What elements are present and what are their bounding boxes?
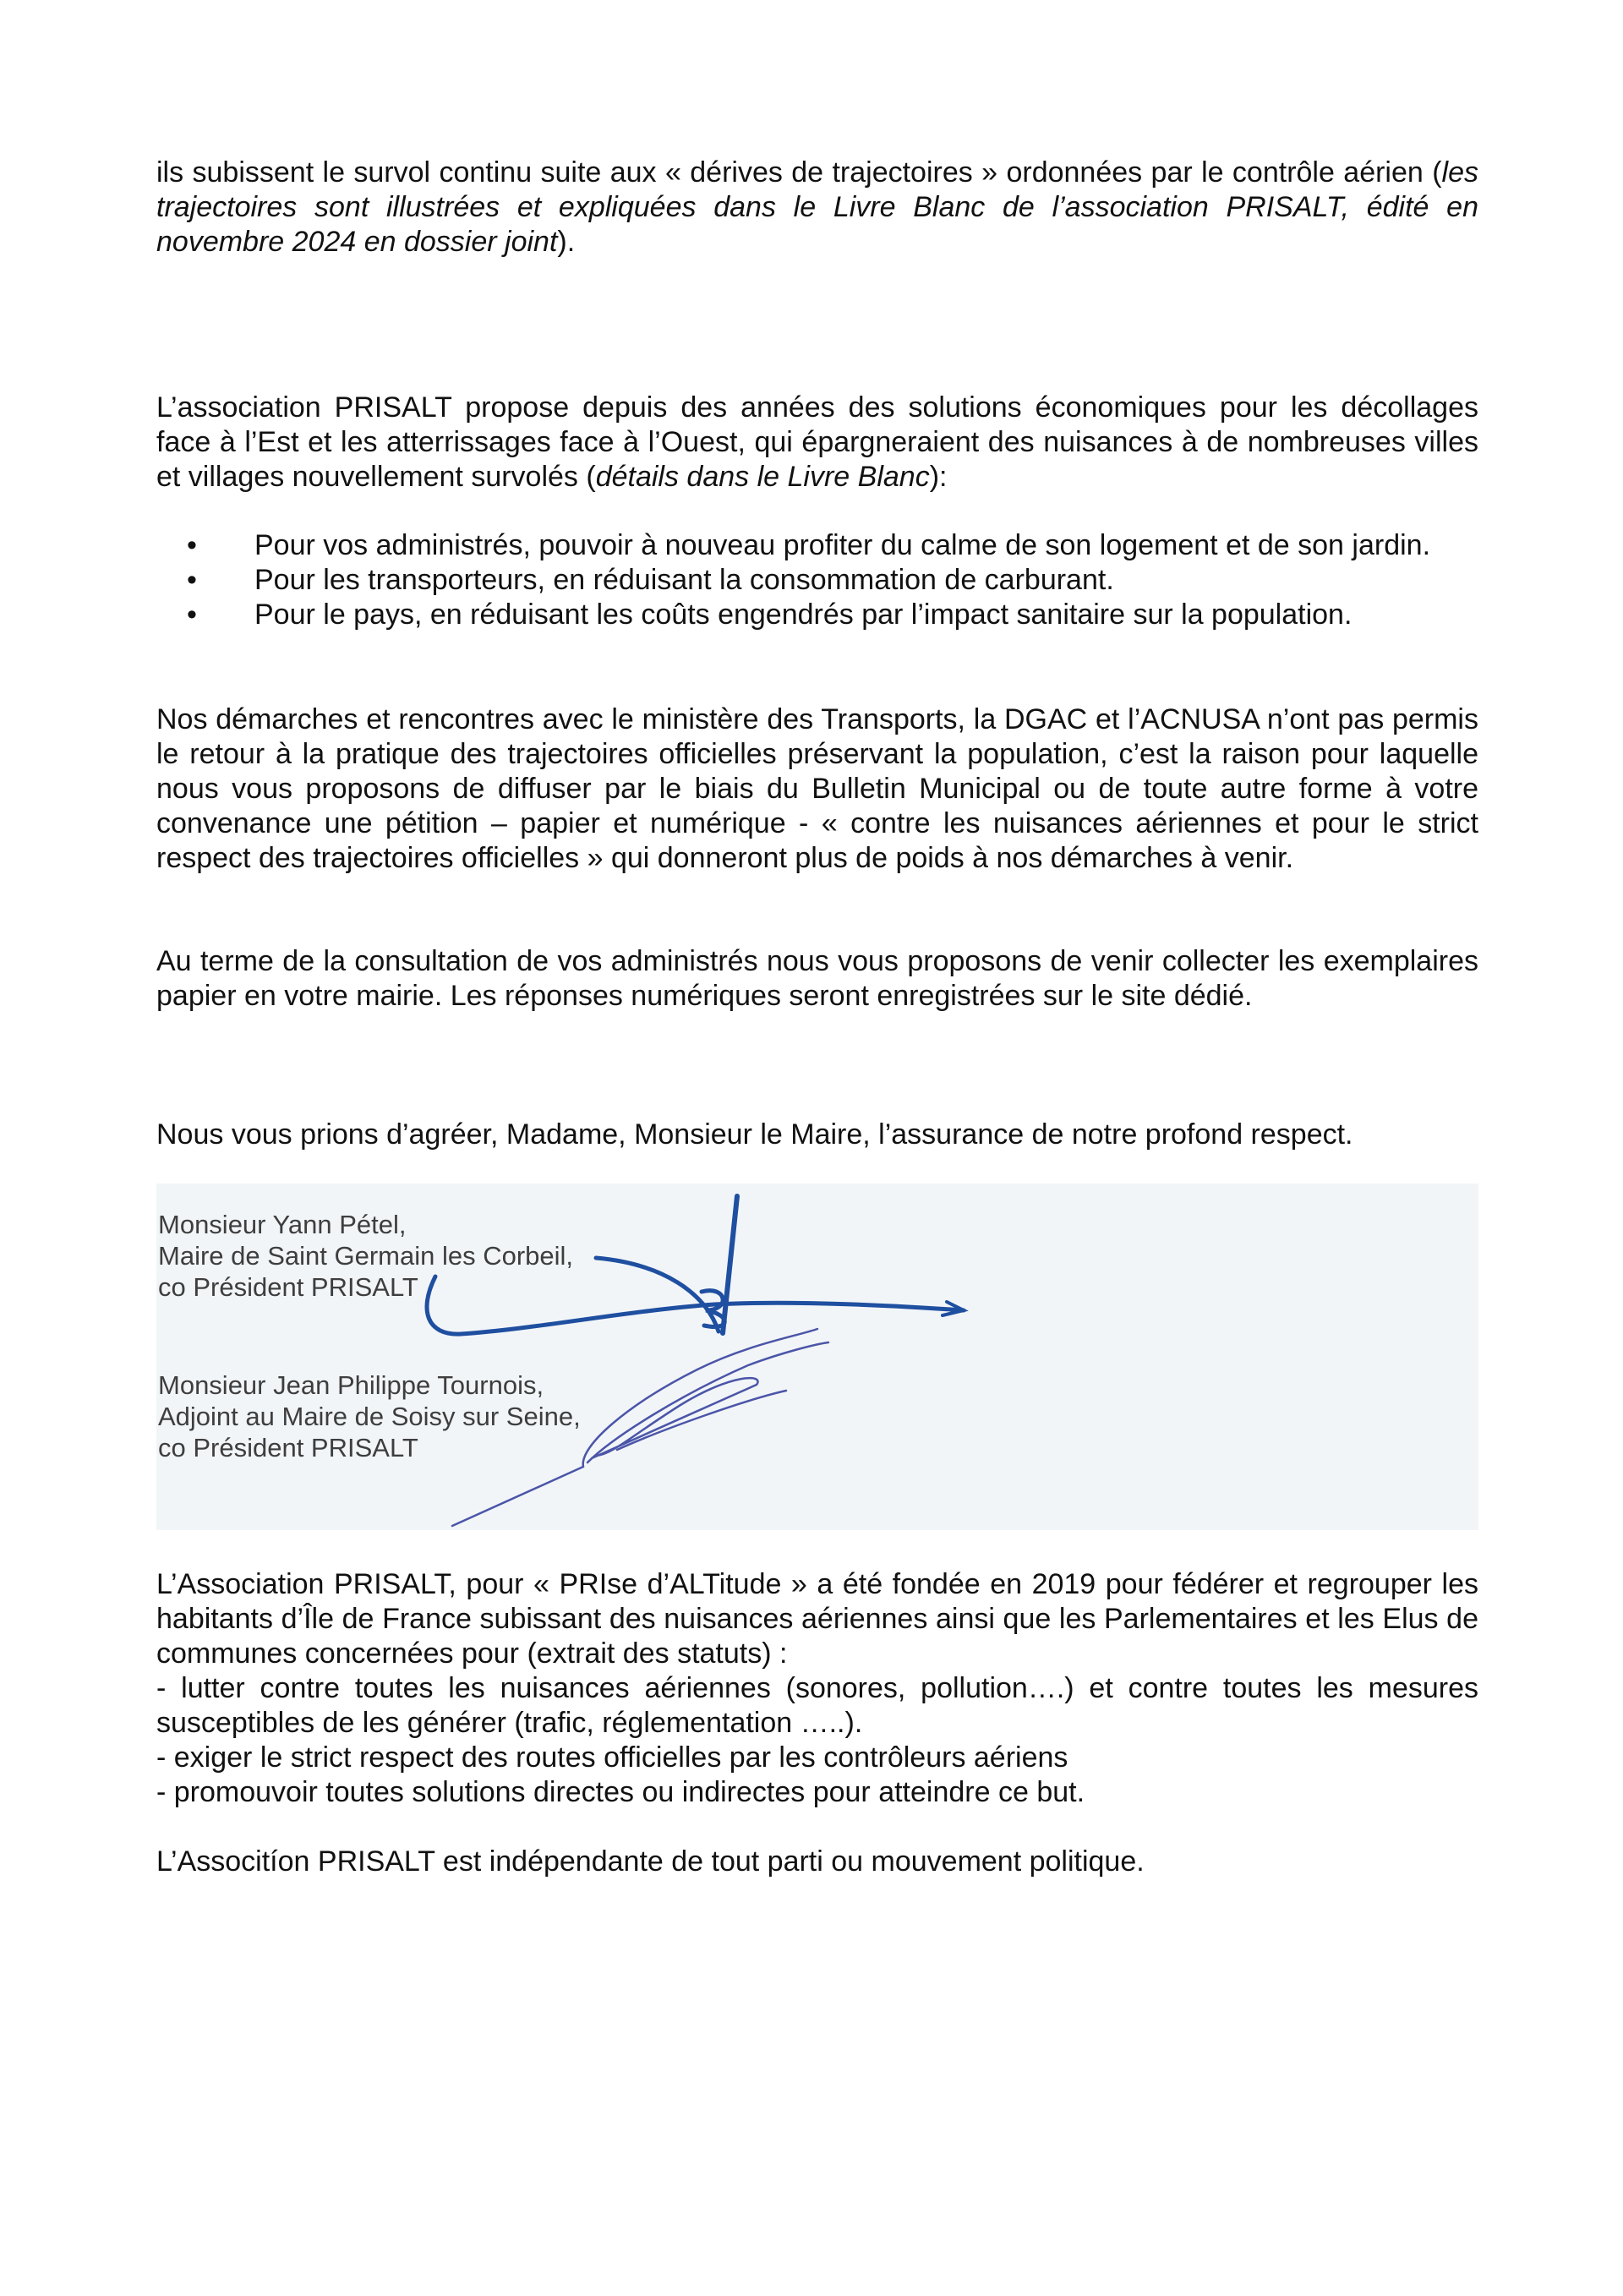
bullet-icon: • [187,564,197,596]
paragraph-petition [156,702,1478,876]
italic-note: les trajectoires sont illustrées et expliquées dans le Livre Blanc de l’association PRISALT, édité en novembre 2024 en dossier joint [156,156,1478,258]
italic-note: détails dans le Livre Blanc [595,461,930,493]
association-description [156,1567,1478,1810]
list-item [156,528,1478,563]
text: Pour les transporteurs, en réduisant la consommation de carburant. [254,564,1114,596]
paragraph-trajectories [156,156,1478,260]
text: L’Associtíon PRISALT est indépendante de tout parti ou mouvement politique. [156,1845,1145,1878]
handwritten-signatures [156,1184,1478,1530]
benefits-list [156,528,1478,632]
list-item: - lutter contre toutes les nuisances aériennes (sonores, pollution….) et contre toutes les mesures susceptibles de les générer (trafic, réglementation …..). [156,1672,1478,1739]
text: Pour le pays, en réduisant les coûts engendrés par l’impact sanitaire sur la population. [254,599,1352,631]
paragraph-collection [156,944,1478,1014]
text: Au terme de la consultation de vos administrés nous vous proposons de venir collecter les exemplaires papier en votre mairie. Les réponses numériques seront enregistrées sur le site dédié. [156,945,1478,1012]
independence-statement [156,1845,1478,1879]
signature-2-icon [452,1329,828,1526]
paragraph-solutions [156,391,1478,495]
text: L’association PRISALT propose depuis des années des solutions économiques pour les décollages face à l’Est et les atterrissages face à l’Ouest, qui épargneraient des nuisances à de nombreuses villes et villages nouvellement survolés ( [156,391,1478,493]
text: Nos démarches et rencontres avec le ministère des Transports, la DGAC et l’ACNUSA n’ont pas permis le retour à la pratique des trajectoires officielles préservant la population, c’est la raison pour laquelle nous vous proposons de diffuser par le biais du Bulletin Municipal ou de toute autre forme à votre convenance une pétition – papier et numérique - « contre les nuisances aériennes et pour le strict respect des trajectoires officielles » qui donneront plus de poids à nos démarches à venir. [156,703,1478,874]
bullet-icon: • [187,599,197,631]
text: ). [557,226,576,258]
signatory-name: Monsieur Yann Pétel, [158,1210,407,1239]
signatory-role: Maire de Saint Germain les Corbeil, [158,1241,574,1271]
signature-1-icon [427,1196,964,1334]
signature-block [156,1184,1478,1530]
list-item: - promouvoir toutes solutions directes ou indirectes pour atteindre ce but. [156,1776,1085,1808]
signatory-title: co Président PRISALT [158,1433,418,1462]
text: ): [929,461,948,493]
text: L’Association PRISALT, pour « PRIse d’ALTitude » a été fondée en 2019 pour fédérer et regrouper les habitants d’Île de France subissant des nuisances aériennes ainsi que les Parlementaires et les Elus de communes concernées pour (extrait des statuts) : [156,1568,1478,1670]
list-item: - exiger le strict respect des routes officielles par les contrôleurs aériens [156,1741,1068,1774]
closing-formula [156,1118,1478,1152]
list-item [156,563,1478,598]
text: ils subissent le survol continu suite aux « dérives de trajectoires » ordonnées par le contrôle aérien ( [156,156,1442,189]
text: Nous vous prions d’agréer, Madame, Monsieur le Maire, l’assurance de notre profond respect. [156,1118,1353,1151]
list-item [156,598,1478,632]
signatory-name: Monsieur Jean Philippe Tournois, [158,1370,544,1400]
signatory-role: Adjoint au Maire de Soisy sur Seine, [158,1402,581,1431]
bullet-icon: • [187,529,197,561]
text: Pour vos administrés, pouvoir à nouveau profiter du calme de son logement et de son jardin. [254,529,1431,561]
signatory-title: co Président PRISALT [158,1272,418,1302]
